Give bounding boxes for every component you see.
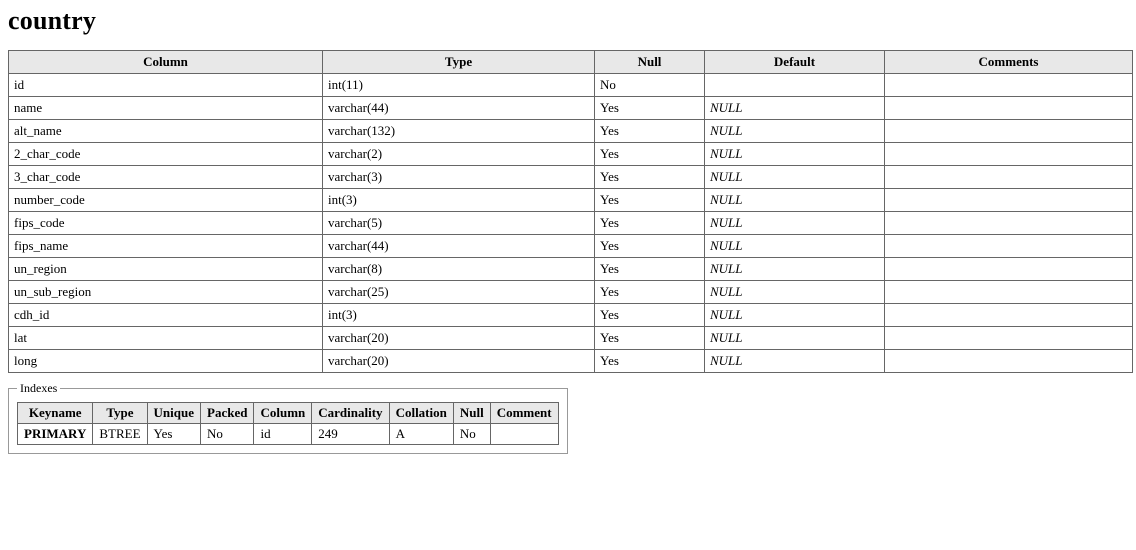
cell-column: alt_name xyxy=(9,120,323,143)
table-row xyxy=(9,97,1133,120)
cell-type: int(11) xyxy=(323,74,595,97)
cell-default: NULL xyxy=(705,304,885,327)
header-cardinality: Cardinality xyxy=(312,403,389,424)
cell-column: un_region xyxy=(9,258,323,281)
cell-default: NULL xyxy=(705,258,885,281)
cell-comments xyxy=(885,258,1133,281)
cell-type: varchar(44) xyxy=(323,97,595,120)
cell-default xyxy=(705,74,885,97)
cell-type: varchar(8) xyxy=(323,258,595,281)
cell-keyname: PRIMARY xyxy=(18,424,93,445)
cell-null: No xyxy=(453,424,490,445)
cell-default: NULL xyxy=(705,327,885,350)
cell-null: Yes xyxy=(595,212,705,235)
cell-null: No xyxy=(595,74,705,97)
header-default: Default xyxy=(705,51,885,74)
table-row xyxy=(9,304,1133,327)
cell-default: NULL xyxy=(705,212,885,235)
cell-comments xyxy=(885,143,1133,166)
cell-column: un_sub_region xyxy=(9,281,323,304)
cell-type: varchar(44) xyxy=(323,235,595,258)
cell-type: varchar(20) xyxy=(323,327,595,350)
cell-column: 3_char_code xyxy=(9,166,323,189)
table-row xyxy=(9,327,1133,350)
cell-column: cdh_id xyxy=(9,304,323,327)
table-row xyxy=(9,212,1133,235)
columns-table xyxy=(8,50,1133,373)
cell-collation: A xyxy=(389,424,453,445)
cell-default: NULL xyxy=(705,166,885,189)
table-row xyxy=(9,166,1133,189)
cell-type: varchar(3) xyxy=(323,166,595,189)
cell-default: NULL xyxy=(705,97,885,120)
cell-default: NULL xyxy=(705,235,885,258)
cell-comments xyxy=(885,304,1133,327)
cell-column: number_code xyxy=(9,189,323,212)
header-comments: Comments xyxy=(885,51,1133,74)
cell-comments xyxy=(885,350,1133,373)
cell-column: fips_name xyxy=(9,235,323,258)
columns-table-body xyxy=(9,74,1133,373)
header-comment: Comment xyxy=(490,403,558,424)
cell-null: Yes xyxy=(595,327,705,350)
indexes-table-body xyxy=(18,424,559,445)
cell-cardinality: 249 xyxy=(312,424,389,445)
header-packed: Packed xyxy=(201,403,254,424)
cell-type: varchar(132) xyxy=(323,120,595,143)
table-row xyxy=(9,350,1133,373)
table-row xyxy=(9,143,1133,166)
cell-unique: Yes xyxy=(147,424,200,445)
cell-default: NULL xyxy=(705,143,885,166)
header-type: Type xyxy=(93,403,147,424)
indexes-table xyxy=(17,402,559,445)
columns-table-header xyxy=(9,51,1133,74)
table-row xyxy=(9,235,1133,258)
table-header-row xyxy=(18,403,559,424)
cell-null: Yes xyxy=(595,189,705,212)
cell-comments xyxy=(885,166,1133,189)
cell-type: varchar(2) xyxy=(323,143,595,166)
table-row xyxy=(18,424,559,445)
table-row xyxy=(9,189,1133,212)
cell-column: id xyxy=(9,74,323,97)
cell-type: varchar(25) xyxy=(323,281,595,304)
indexes-legend: Indexes xyxy=(20,381,58,395)
header-null: Null xyxy=(595,51,705,74)
cell-packed: No xyxy=(201,424,254,445)
header-type: Type xyxy=(323,51,595,74)
cell-type: int(3) xyxy=(323,304,595,327)
cell-default: NULL xyxy=(705,350,885,373)
header-collation: Collation xyxy=(389,403,453,424)
page-container xyxy=(0,6,1136,458)
cell-null: Yes xyxy=(595,304,705,327)
cell-comments xyxy=(885,235,1133,258)
cell-type: BTREE xyxy=(93,424,147,445)
cell-column: id xyxy=(254,424,312,445)
cell-null: Yes xyxy=(595,120,705,143)
cell-null: Yes xyxy=(595,143,705,166)
header-unique: Unique xyxy=(147,403,200,424)
indexes-section xyxy=(8,381,568,454)
cell-null: Yes xyxy=(595,258,705,281)
cell-null: Yes xyxy=(595,97,705,120)
indexes-table-header xyxy=(18,403,559,424)
cell-null: Yes xyxy=(595,350,705,373)
cell-comments xyxy=(885,97,1133,120)
cell-null: Yes xyxy=(595,281,705,304)
cell-type: varchar(20) xyxy=(323,350,595,373)
header-column: Column xyxy=(9,51,323,74)
cell-column: name xyxy=(9,97,323,120)
cell-default: NULL xyxy=(705,189,885,212)
cell-comment xyxy=(490,424,558,445)
table-row xyxy=(9,281,1133,304)
cell-column: 2_char_code xyxy=(9,143,323,166)
cell-default: NULL xyxy=(705,281,885,304)
table-row xyxy=(9,74,1133,97)
cell-comments xyxy=(885,120,1133,143)
header-column: Column xyxy=(254,403,312,424)
cell-comments xyxy=(885,327,1133,350)
cell-column: lat xyxy=(9,327,323,350)
table-header-row xyxy=(9,51,1133,74)
cell-null: Yes xyxy=(595,166,705,189)
cell-default: NULL xyxy=(705,120,885,143)
cell-type: varchar(5) xyxy=(323,212,595,235)
header-null: Null xyxy=(453,403,490,424)
cell-null: Yes xyxy=(595,235,705,258)
cell-comments xyxy=(885,212,1133,235)
cell-comments xyxy=(885,74,1133,97)
cell-column: fips_code xyxy=(9,212,323,235)
header-keyname: Keyname xyxy=(18,403,93,424)
cell-type: int(3) xyxy=(323,189,595,212)
table-row xyxy=(9,120,1133,143)
page-title: country xyxy=(8,6,97,35)
cell-column: long xyxy=(9,350,323,373)
table-row xyxy=(9,258,1133,281)
cell-comments xyxy=(885,281,1133,304)
cell-comments xyxy=(885,189,1133,212)
